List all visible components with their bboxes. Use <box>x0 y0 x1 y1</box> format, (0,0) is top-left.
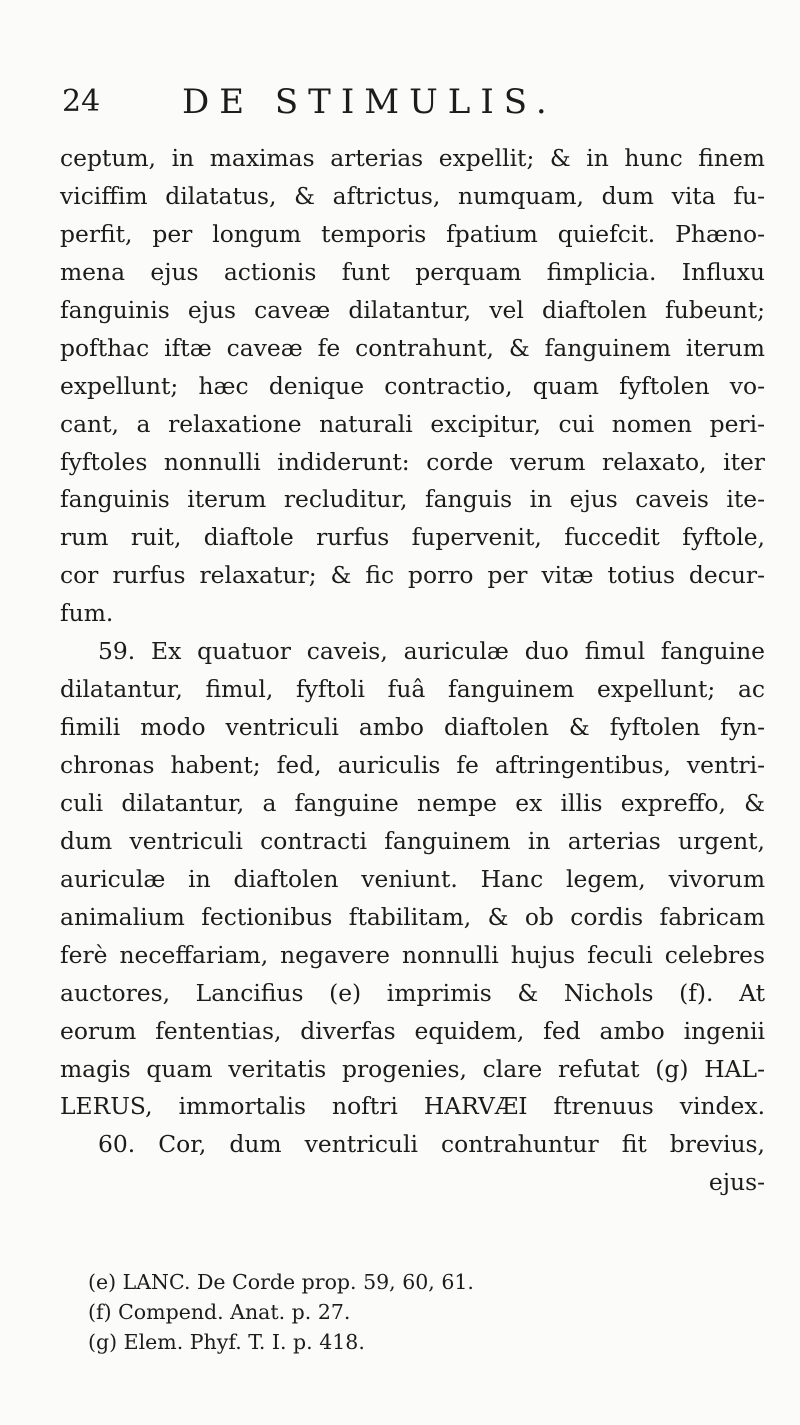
text-line: magis quam veritatis progenies, clare refutat (g) HAL- <box>60 1054 765 1083</box>
text-line: dilatantur, fimul, fyftoli fuâ fanguinem expellunt; ac <box>60 675 765 704</box>
page-number: 24 <box>62 84 101 119</box>
text-line: viciffim dilatatus, & aftrictus, numquam, dum vita fu- <box>60 181 765 210</box>
text-line: ceptum, in maximas arterias expellit; & in hunc finem <box>60 144 765 172</box>
body-text <box>60 140 765 1202</box>
text-line: fanguinis iterum recluditur, fanguis in ejus caveis ite- <box>60 485 765 514</box>
footnote-f: (f) Compend. Anat. p. 27. <box>88 1300 351 1324</box>
footnote-e: (e) LANC. De Corde prop. 59, 60, 61. <box>88 1270 474 1294</box>
text-line: dum ventriculi contracti fanguinem in arterias urgent, <box>60 826 765 855</box>
text-line: auriculæ in diaftolen veniunt. Hanc legem, vivorum <box>60 864 765 893</box>
page-header <box>62 82 762 122</box>
text-line: pofthac iftæ caveæ fe contrahunt, & fanguinem iterum <box>60 333 765 362</box>
text-line: eorum fententias, diverfas equidem, fed ambo ingenii <box>60 1016 765 1045</box>
text-line: mena ejus actionis funt perquam fimplicia. Influxu <box>60 257 765 286</box>
paragraph-end-line: fum. <box>60 599 114 628</box>
text-line: cant, a relaxatione naturali excipitur, cui nomen peri- <box>60 409 765 438</box>
text-line: cor rurfus relaxatur; & fic porro per vitæ totius decur- <box>60 561 765 590</box>
text-line: culi dilatantur, a fanguine nempe ex illis expreffo, & <box>60 788 765 817</box>
text-line: fyftoles nonnulli indiderunt: corde verum relaxato, iter <box>60 447 765 476</box>
text-line: perfit, per longum temporis fpatium quiefcit. Phæno- <box>60 219 765 248</box>
paragraph-59-start: 59. Ex quatuor caveis, auriculæ duo fimul fanguine <box>98 637 765 666</box>
text-line: ferè neceffariam, negavere nonnulli hujus feculi celebres <box>60 940 765 969</box>
footnote-g: (g) Elem. Phyf. T. I. p. 418. <box>88 1330 365 1354</box>
text-line: animalium fectionibus ftabilitam, & ob cordis fabricam <box>60 902 765 931</box>
text-line: auctores, Lancifius (e) imprimis & Nichols (f). At <box>60 978 765 1007</box>
catchword: ejus- <box>708 1168 765 1197</box>
paragraph-60-start: 60. Cor, dum ventriculi contrahuntur fit brevius, <box>98 1130 765 1159</box>
text-line: rum ruit, diaftole rurfus fupervenit, fuccedit fyftole, <box>60 523 765 552</box>
text-line: LERUS, immortalis noftri HARVÆI ftrenuus vindex. <box>60 1092 765 1121</box>
text-line: fimili modo ventriculi ambo diaftolen & fyftolen fyn- <box>60 713 765 742</box>
text-line: chronas habent; fed, auriculis fe aftringentibus, ventri- <box>60 751 765 779</box>
running-title: DE STIMULIS. <box>182 82 557 122</box>
text-line: fanguinis ejus caveæ dilatantur, vel diaftolen fubeunt; <box>60 295 765 324</box>
footnotes <box>88 1267 728 1357</box>
text-line: expellunt; hæc denique contractio, quam fyftolen vo- <box>60 371 765 400</box>
